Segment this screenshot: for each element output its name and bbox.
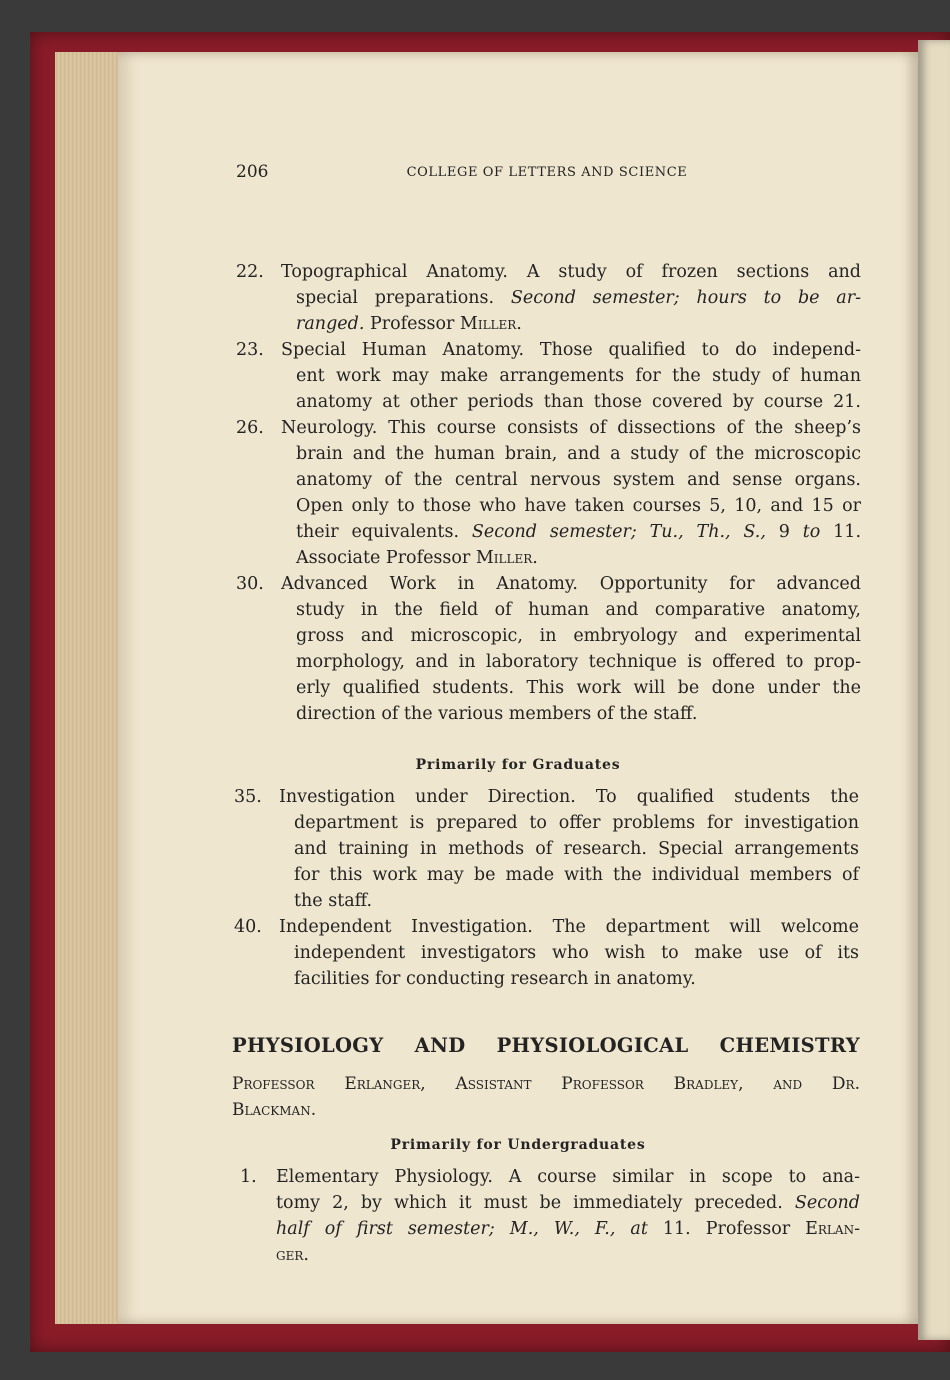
text-line: for this work may be made with the individual members of [294, 865, 859, 885]
text-line: and training in methods of research. Special arrangements [294, 839, 859, 859]
running-title: COLLEGE OF LETTERS AND SCIENCE [406, 165, 688, 180]
subheading-graduates: Primarily for Graduates [415, 757, 621, 773]
course-text [279, 914, 859, 992]
professors-line: Professor Erlanger, Assistant Professor Bradley, and Dr. [232, 1074, 860, 1094]
text-line: erly qualified students. This work will be done under the [296, 678, 861, 698]
text-line: Advanced Work in Anatomy. Opportunity for advanced [281, 574, 861, 594]
text-line: gross and microscopic, in embryology and experimental [296, 626, 861, 646]
text-line: special preparations. Second semester; hours to be ar- [296, 288, 861, 308]
course-number: 23. [236, 340, 264, 360]
course-number: 26. [236, 418, 264, 438]
text-line: department is prepared to offer problems for investigation [294, 813, 859, 833]
adjacent-page-edge [918, 40, 950, 1340]
text-line: facilities for conducting research in anatomy. [294, 969, 696, 989]
text-line: ranged. Professor Miller. [296, 314, 522, 334]
text-line: Topographical Anatomy. A study of frozen sections and [281, 262, 861, 282]
course-number: 40. [234, 917, 262, 937]
text-line: study in the field of human and comparative anatomy, [296, 600, 861, 620]
page-number: 206 [236, 162, 269, 182]
course-number: 30. [236, 574, 264, 594]
text-line: morphology, and in laboratory technique is offered to prop- [296, 652, 861, 672]
section-professors [232, 1071, 860, 1123]
text-line: Investigation under Direction. To qualified students the [279, 787, 859, 807]
text-line: Associate Professor Miller. [296, 548, 538, 568]
course-text [276, 1164, 860, 1268]
course-text [281, 259, 861, 337]
subheading-undergraduates: Primarily for Undergraduates [390, 1137, 646, 1153]
course-text [279, 784, 859, 914]
course-text [281, 415, 861, 571]
course-number: 1. [240, 1167, 257, 1187]
text-line: Special Human Anatomy. Those qualified to do independ- [281, 340, 861, 360]
text-line: half of first semester; M., W., F., at 11. Professor Erlan- [276, 1219, 860, 1239]
text-line: their equivalents. Second semester; Tu., Th., S., 9 to 11. [296, 522, 862, 542]
text-line: Open only to those who have taken courses 5, 10, and 15 or [296, 496, 861, 516]
text-line: ent work may make arrangements for the study of human [296, 366, 861, 386]
section-title: PHYSIOLOGY AND PHYSIOLOGICAL CHEMISTRY [232, 1034, 860, 1057]
text-line: Independent Investigation. The department will welcome [279, 917, 859, 937]
text-line: ger. [276, 1245, 309, 1265]
text-line: tomy 2, by which it must be immediately preceded. Second [276, 1193, 860, 1213]
course-number: 35. [234, 787, 262, 807]
text-line: anatomy at other periods than those covered by course 21. [296, 392, 861, 412]
text-line: independent investigators who wish to make use of its [294, 943, 859, 963]
text-line: brain and the human brain, and a study of the microscopic [296, 444, 861, 464]
running-header [236, 162, 858, 186]
text-line: direction of the various members of the staff. [296, 704, 698, 724]
course-number: 22. [236, 262, 264, 282]
text-line: the staff. [294, 891, 373, 911]
course-text [281, 571, 861, 727]
professors-line: Blackman. [232, 1100, 317, 1120]
text-line: Neurology. This course consists of dissections of the sheep’s [281, 418, 861, 438]
book-page [118, 52, 918, 1324]
text-line: Elementary Physiology. A course similar in scope to ana- [276, 1167, 860, 1187]
text-line: anatomy of the central nervous system and sense organs. [296, 470, 861, 490]
course-text [281, 337, 861, 415]
